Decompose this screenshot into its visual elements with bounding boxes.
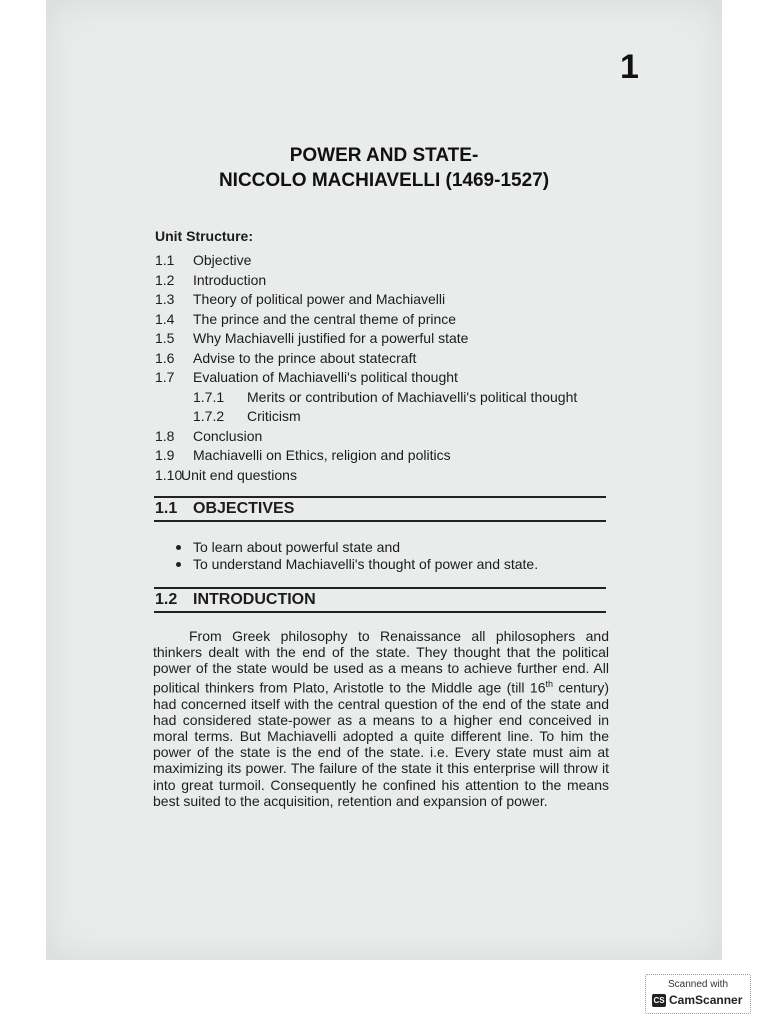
list-item-text: To understand Machiavelli's thought of power and state. — [193, 556, 539, 572]
toc-item-text: Objective — [193, 252, 252, 268]
toc-item-text: Theory of political power and Machiavelli — [193, 291, 446, 307]
toc-item-number: 1.5 — [155, 330, 175, 346]
toc-item-number: 1.3 — [155, 291, 175, 307]
section-divider — [154, 587, 606, 589]
section-number: 1.2 — [155, 591, 178, 608]
toc-item-number: 1.7 — [155, 369, 175, 385]
section-number: 1.1 — [155, 500, 178, 517]
watermark-caption: Scanned with — [667, 979, 729, 990]
paragraph-text: From Greek philosophy to Renaissance all philosophers and thinkers dealt with the end of the state. They thought that the political power of the state would be used as a means to achieve further end. All political thinkers from Plato, Aristotle to the Middle age (till 16 — [153, 628, 609, 696]
toc-item-text: Conclusion — [193, 427, 263, 444]
toc-item-number: 1.2 — [155, 271, 175, 288]
watermark-brand: CamScanner — [669, 993, 743, 1007]
toc-item-number: 1.7.1 — [193, 388, 225, 405]
toc-item-text: Machiavelli on Ethics, religion and politics — [193, 447, 451, 463]
scanned-page — [46, 0, 722, 960]
toc-item-number: 1.1 — [155, 252, 175, 268]
bullet-icon — [176, 562, 181, 567]
toc-item-text: Unit end questions — [181, 466, 297, 483]
superscript: th — [545, 679, 554, 690]
camscanner-watermark — [645, 974, 751, 1014]
chapter-title-line-2: NICCOLO MACHIAVELLI (1469-1527) — [218, 170, 550, 191]
section-divider — [154, 611, 606, 613]
introduction-heading — [155, 591, 316, 609]
camscanner-logo-icon: CS — [653, 996, 665, 1005]
toc-item-number: 1.10 — [155, 466, 183, 483]
toc-item-number: 1.8 — [155, 427, 175, 444]
paragraph-text: century) had concerned itself with the central question of the end of the state and had considered state-power as a means to a higher end conceived in moral terms. But Machiavelli adopted a quite different line. To him the power of the state is the end of the state. i.e. Every state must aim at maximizing its power. The failure of the state it this enterprise will throw it into great turmoil. Consequently he confined his attention to the means best suited to the acquisition, retention and expansion of power. — [153, 679, 609, 809]
toc-item-number: 1.6 — [155, 349, 175, 366]
toc-item-text: Merits or contribution of Machiavelli's political thought — [247, 388, 578, 405]
section-divider — [154, 520, 606, 522]
objectives-heading — [155, 500, 294, 518]
toc-item-text: Advise to the prince about statecraft — [193, 349, 417, 366]
toc-item-text: The prince and the central theme of prince — [193, 310, 457, 327]
toc-item-text: Introduction — [193, 271, 267, 288]
introduction-paragraph — [153, 628, 609, 809]
section-divider — [154, 496, 606, 498]
toc-item-number: 1.4 — [155, 310, 175, 327]
bullet-icon — [176, 545, 181, 550]
chapter-title — [46, 143, 722, 193]
toc-item-text: Why Machiavelli justified for a powerful state — [193, 330, 469, 346]
toc-item-number: 1.7.2 — [193, 408, 225, 424]
toc-item-text: Criticism — [247, 408, 301, 424]
section-title: INTRODUCTION — [193, 591, 316, 608]
unit-structure-heading: Unit Structure: — [155, 228, 253, 244]
toc-item-number: 1.9 — [155, 447, 175, 463]
section-title: OBJECTIVES — [193, 500, 295, 517]
toc-item-text: Evaluation of Machiavelli's political thought — [193, 369, 458, 385]
chapter-number: 1 — [620, 48, 639, 86]
list-item-text: To learn about powerful state and — [193, 539, 401, 555]
chapter-title-line-1: POWER AND STATE- — [289, 145, 479, 166]
